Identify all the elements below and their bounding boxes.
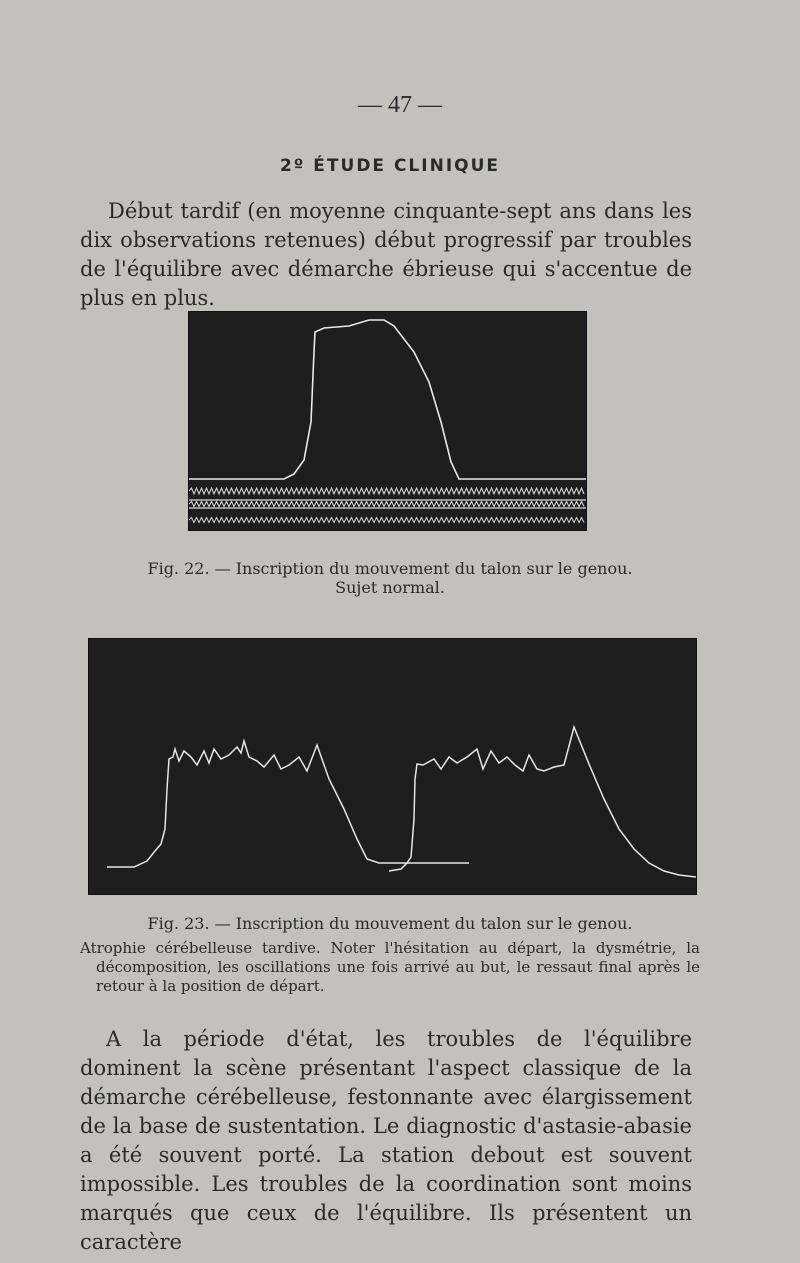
paragraph-main: A la période d'état, les troubles de l'équilibre dominent la scène présentant l'aspect classique de la démarche cérébelleuse, festonnante avec élargissement de la base de sustentation. Le diagnostic d'astasie-abasie a été souvent porté. La station debout est souvent impossible. Les troubles de la coordination sont moins marqués que ceux de l'équilibre. Ils présentent un caractère — [80, 1027, 692, 1254]
figure-23-svg — [89, 639, 696, 894]
figure-23-trace — [88, 638, 697, 895]
fig22-movement-trace — [189, 320, 586, 479]
figure-23-caption: Fig. 23. — Inscription du mouvement du talon sur le genou. — [147, 914, 633, 933]
fig23-trace-second — [389, 727, 696, 877]
figure-22-caption — [0, 559, 780, 597]
fig22-time-wave-1 — [189, 488, 584, 494]
fig22-time-wave-2 — [189, 502, 584, 507]
figure-22-caption-line1: Fig. 22. — Inscription du mouvement du talon sur le genou. — [147, 559, 633, 578]
figure-23-note: Atrophie cérébelleuse tardive. Noter l'hésitation au départ, la dysmétrie, la décomposition, les oscillations une fois arrivé au but, le ressaut final après le retour à la position de départ. — [80, 939, 700, 995]
fig22-time-wave-3 — [189, 518, 584, 523]
figure-22-caption-line2: Sujet normal. — [335, 578, 445, 597]
paragraph-intro: Début tardif (en moyenne cinquante-sept ans dans les dix observations retenues) début progressif par troubles de l'équilibre avec démarche ébrieuse qui s'accentue de plus en plus. — [80, 199, 692, 310]
figure-22-svg — [189, 312, 586, 530]
figure-22-trace — [188, 311, 587, 531]
section-title: 2º ÉTUDE CLINIQUE — [279, 156, 501, 176]
page-number: — 47 — — [358, 92, 442, 118]
